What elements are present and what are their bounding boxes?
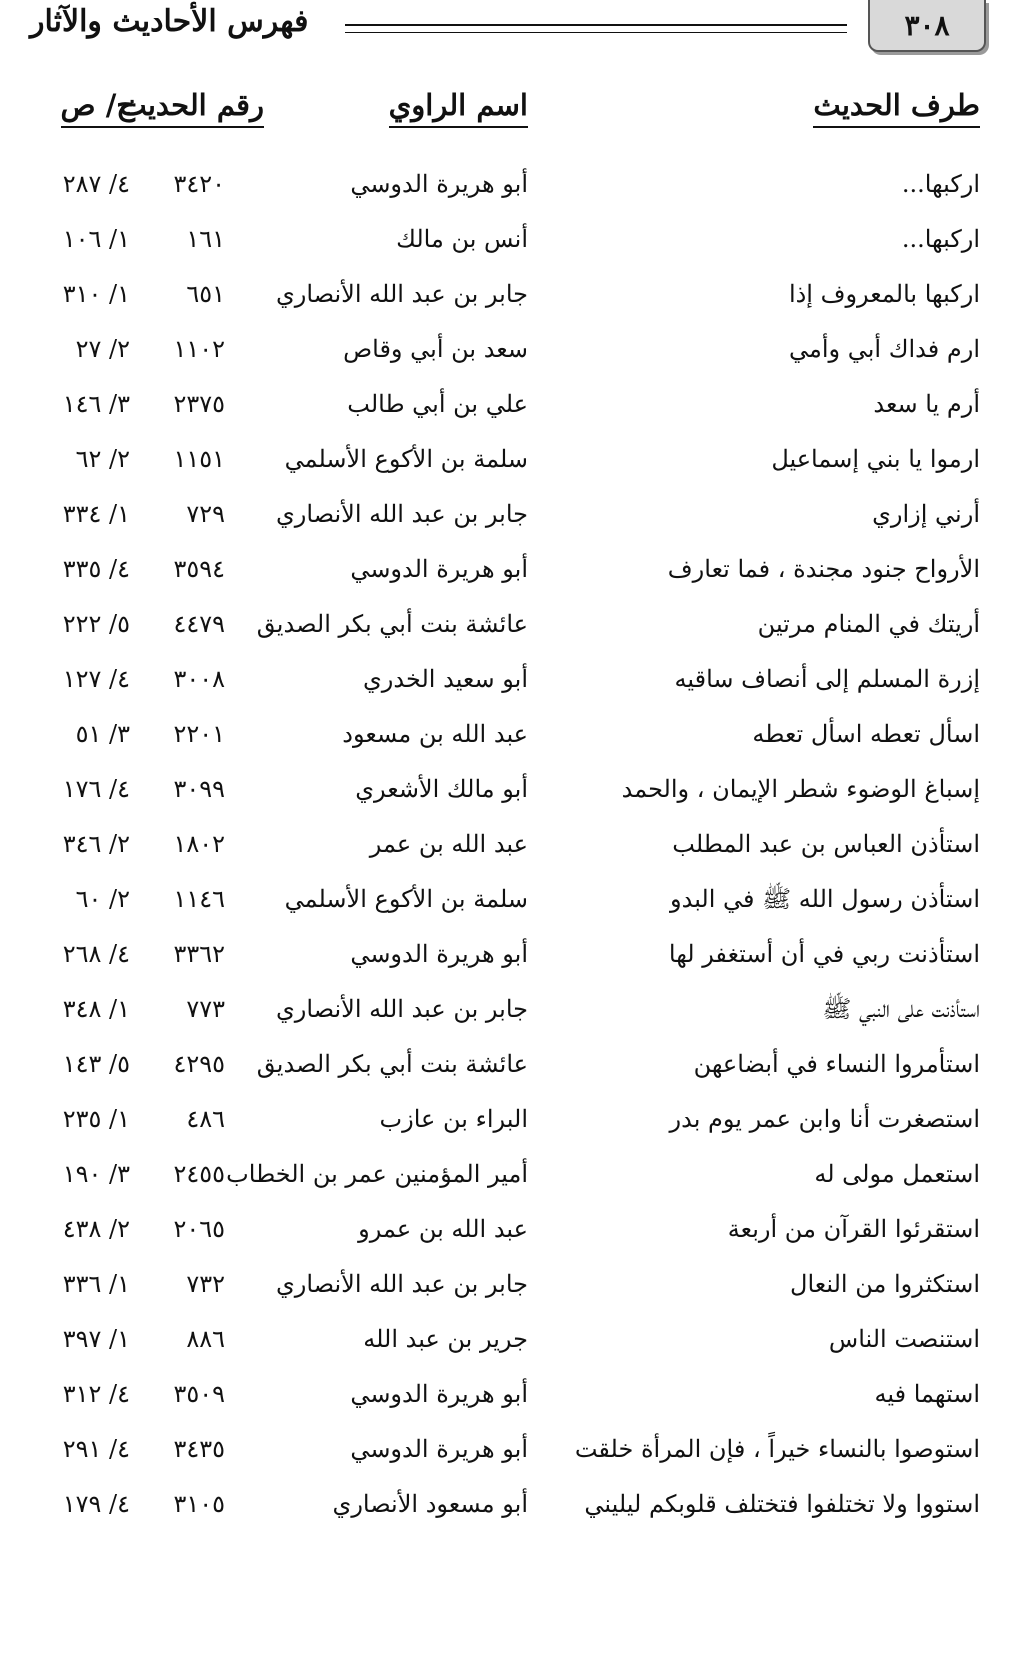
volume-page: ٢/ ٦٠ — [75, 885, 130, 913]
hadith-number: ٢٣٧٥ — [173, 390, 225, 418]
table-row — [0, 278, 1010, 333]
narrator-name: عائشة بنت أبي بكر الصديق — [256, 1050, 528, 1078]
table-row — [0, 773, 1010, 828]
hadith-incipit: أريتك في المنام مرتين — [757, 610, 980, 638]
hadith-index-table — [0, 88, 1010, 1543]
hadith-incipit: استعمل مولى له — [814, 1160, 980, 1188]
volume-page: ١/ ٢٣٥ — [62, 1105, 130, 1133]
hadith-incipit: استنصت الناس — [828, 1325, 980, 1353]
narrator-name: سلمة بن الأكوع الأسلمي — [284, 885, 528, 913]
table-row — [0, 938, 1010, 993]
hadith-number: ٣٠٩٩ — [173, 775, 225, 803]
page-header — [0, 0, 1010, 70]
table-row — [0, 1048, 1010, 1103]
hadith-incipit: أرني إزاري — [872, 500, 980, 528]
hadith-number: ٣٣٦٢ — [173, 940, 225, 968]
hadith-incipit: اركبها... — [901, 225, 980, 253]
hadith-number: ٣٥٠٩ — [173, 1380, 225, 1408]
hadith-incipit: استأذنت على النبي ﷺ — [822, 995, 980, 1023]
table-row — [0, 333, 1010, 388]
volume-page: ٤/ ١٧٦ — [62, 775, 130, 803]
table-row — [0, 443, 1010, 498]
narrator-name: جابر بن عبد الله الأنصاري — [275, 500, 528, 528]
narrator-name: سعد بن أبي وقاص — [343, 335, 528, 363]
column-header-volume-page: ج/ ص — [61, 88, 135, 128]
table-row — [0, 1103, 1010, 1158]
hadith-number: ٣٤٢٠ — [173, 170, 225, 198]
table-row — [0, 388, 1010, 443]
table-row — [0, 553, 1010, 608]
hadith-number: ٤٢٩٥ — [173, 1050, 225, 1078]
volume-page: ١/ ٣٩٧ — [62, 1325, 130, 1353]
volume-page: ١/ ٣٣٤ — [62, 500, 130, 528]
volume-page: ٣/ ٥١ — [75, 720, 130, 748]
column-header-rawi: اسم الراوي — [389, 88, 528, 128]
hadith-incipit: اركبها... — [901, 170, 980, 198]
hadith-number: ٨٨٦ — [186, 1325, 225, 1353]
narrator-name: أبو هريرة الدوسي — [350, 555, 528, 583]
volume-page: ٣/ ١٩٠ — [62, 1160, 130, 1188]
narrator-name: البراء بن عازب — [379, 1105, 528, 1133]
hadith-incipit: إزرة المسلم إلى أنصاف ساقيه — [674, 665, 980, 693]
volume-page: ٥/ ٢٢٢ — [62, 610, 130, 638]
volume-page: ٢/ ٣٤٦ — [62, 830, 130, 858]
narrator-name: أنس بن مالك — [396, 225, 528, 253]
hadith-number: ٣١٠٥ — [173, 1490, 225, 1518]
table-row — [0, 608, 1010, 663]
narrator-name: جرير بن عبد الله — [363, 1325, 528, 1353]
volume-page: ١/ ٣٤٨ — [62, 995, 130, 1023]
hadith-incipit: استأمروا النساء في أبضاعهن — [693, 1050, 980, 1078]
hadith-number: ٣٥٩٤ — [173, 555, 225, 583]
hadith-incipit: اركبها بالمعروف إذا — [788, 280, 980, 308]
volume-page: ٢/ ٤٣٨ — [62, 1215, 130, 1243]
narrator-name: أبو مالك الأشعري — [355, 775, 528, 803]
hadith-number: ٣٤٣٥ — [173, 1435, 225, 1463]
hadith-incipit: ارموا يا بني إسماعيل — [771, 445, 980, 473]
hadith-number: ٢٤٥٥ — [173, 1160, 225, 1188]
hadith-number: ١١٠٢ — [173, 335, 225, 363]
hadith-incipit: استهما فيه — [874, 1380, 980, 1408]
narrator-name: أبو سعيد الخدري — [363, 665, 528, 693]
table-row — [0, 993, 1010, 1048]
table-body — [0, 168, 1010, 1543]
column-header-raqm: رقم الحديث — [119, 88, 264, 128]
volume-page: ٤/ ٣٣٥ — [62, 555, 130, 583]
volume-page: ٤/ ١٢٧ — [62, 665, 130, 693]
header-double-rule — [345, 24, 847, 33]
column-headers — [0, 88, 1010, 150]
table-row — [0, 498, 1010, 553]
volume-page: ٤/ ١٧٩ — [62, 1490, 130, 1518]
page-title: فهرس الأحاديث والآثار — [30, 4, 309, 39]
narrator-name: جابر بن عبد الله الأنصاري — [275, 1270, 528, 1298]
hadith-number: ٧٣٢ — [186, 1270, 225, 1298]
narrator-name: أمير المؤمنين عمر بن الخطاب — [226, 1160, 528, 1188]
hadith-incipit: الأرواح جنود مجندة ، فما تعارف — [667, 555, 980, 583]
hadith-incipit: استقرئوا القرآن من أربعة — [727, 1215, 980, 1243]
table-row — [0, 883, 1010, 938]
narrator-name: عائشة بنت أبي بكر الصديق — [256, 610, 528, 638]
table-row — [0, 828, 1010, 883]
narrator-name: أبو هريرة الدوسي — [350, 170, 528, 198]
table-row — [0, 223, 1010, 278]
hadith-incipit: إسباغ الوضوء شطر الإيمان ، والحمد — [621, 775, 980, 803]
narrator-name: عبد الله بن مسعود — [342, 720, 528, 748]
narrator-name: أبو هريرة الدوسي — [350, 1435, 528, 1463]
hadith-incipit: استووا ولا تختلفوا فتختلف قلوبكم ليليني — [584, 1490, 980, 1518]
volume-page: ٤/ ٢٨٧ — [62, 170, 130, 198]
narrator-name: جابر بن عبد الله الأنصاري — [275, 995, 528, 1023]
narrator-name: علي بن أبي طالب — [347, 390, 528, 418]
hadith-number: ٤٤٧٩ — [173, 610, 225, 638]
narrator-name: سلمة بن الأكوع الأسلمي — [284, 445, 528, 473]
hadith-incipit: استصغرت أنا وابن عمر يوم بدر — [669, 1105, 980, 1133]
hadith-number: ٤٨٦ — [186, 1105, 225, 1133]
table-row — [0, 1488, 1010, 1543]
hadith-number: ٣٠٠٨ — [173, 665, 225, 693]
volume-page: ٤/ ٣١٢ — [62, 1380, 130, 1408]
hadith-incipit: استأذنت ربي في أن أستغفر لها — [668, 940, 980, 968]
hadith-number: ٢٠٦٥ — [173, 1215, 225, 1243]
narrator-name: عبد الله بن عمرو — [358, 1215, 528, 1243]
table-row — [0, 663, 1010, 718]
table-row — [0, 1268, 1010, 1323]
table-row — [0, 1378, 1010, 1433]
table-row — [0, 1213, 1010, 1268]
volume-page: ١/ ١٠٦ — [62, 225, 130, 253]
narrator-name: عبد الله بن عمر — [369, 830, 528, 858]
volume-page: ٤/ ٢٦٨ — [62, 940, 130, 968]
page-number: ٣٠٨ — [868, 0, 986, 52]
table-row — [0, 1433, 1010, 1488]
hadith-incipit: استأذن رسول الله ﷺ في البدو — [670, 885, 980, 913]
volume-page: ٢/ ٢٧ — [75, 335, 130, 363]
volume-page: ١/ ٣٣٦ — [62, 1270, 130, 1298]
table-row — [0, 718, 1010, 773]
hadith-number: ٧٧٣ — [186, 995, 225, 1023]
volume-page: ٣/ ١٤٦ — [62, 390, 130, 418]
hadith-incipit: استكثروا من النعال — [790, 1270, 980, 1298]
narrator-name: أبو هريرة الدوسي — [350, 1380, 528, 1408]
narrator-name: جابر بن عبد الله الأنصاري — [275, 280, 528, 308]
narrator-name: أبو مسعود الأنصاري — [332, 1490, 528, 1518]
table-row — [0, 168, 1010, 223]
hadith-incipit: استوصوا بالنساء خيراً ، فإن المرأة خلقت — [574, 1435, 980, 1463]
hadith-incipit: استأذن العباس بن عبد المطلب — [672, 830, 980, 858]
hadith-incipit: اسأل تعطه اسأل تعطه — [752, 720, 980, 748]
hadith-number: ١١٥١ — [173, 445, 225, 473]
hadith-number: ١٦١ — [186, 225, 225, 253]
hadith-number: ١١٤٦ — [173, 885, 225, 913]
hadith-number: ٧٢٩ — [186, 500, 225, 528]
hadith-incipit: ارم فداك أبي وأمي — [789, 335, 980, 363]
hadith-number: ٦٥١ — [186, 280, 225, 308]
column-header-tarf: طرف الحديث — [813, 88, 980, 128]
hadith-incipit: أرم يا سعد — [873, 390, 980, 418]
volume-page: ١/ ٣١٠ — [62, 280, 130, 308]
hadith-number: ٢٢٠١ — [173, 720, 225, 748]
volume-page: ٢/ ٦٢ — [75, 445, 130, 473]
volume-page: ٥/ ١٤٣ — [62, 1050, 130, 1078]
narrator-name: أبو هريرة الدوسي — [350, 940, 528, 968]
hadith-number: ١٨٠٢ — [173, 830, 225, 858]
table-row — [0, 1158, 1010, 1213]
table-row — [0, 1323, 1010, 1378]
volume-page: ٤/ ٢٩١ — [62, 1435, 130, 1463]
